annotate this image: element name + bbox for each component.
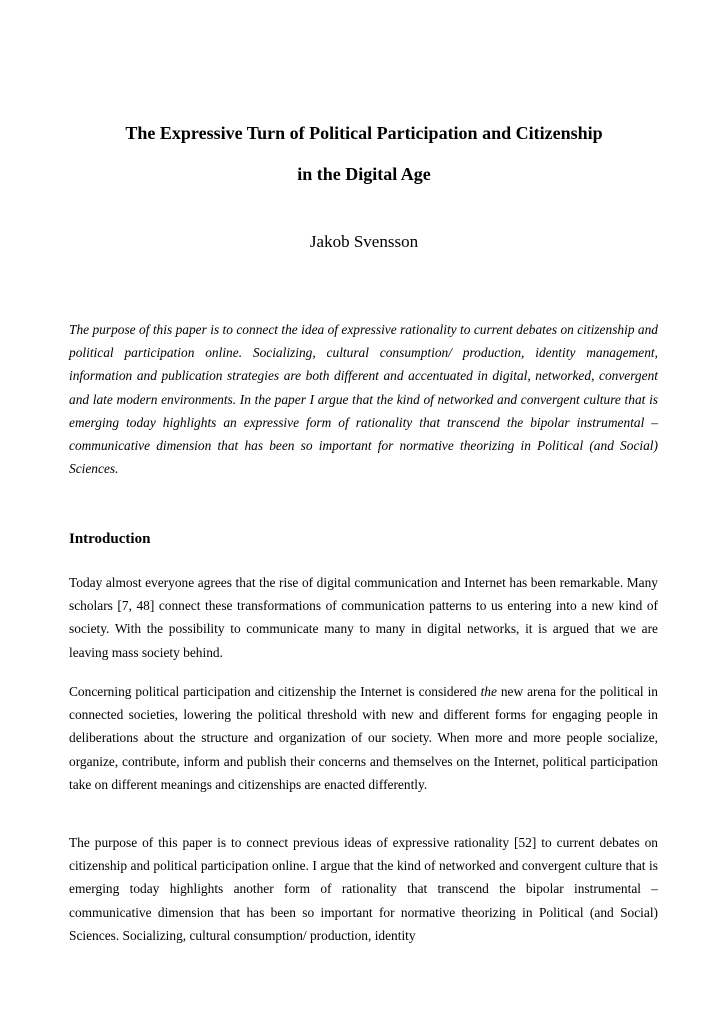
abstract: The purpose of this paper is to connect the idea of expressive rationality to current debates on citizenship and political participation online. Socializing, cultural consumption/ production, identity management, information and publication strategies are both different and accentuated in digital, networked, convergent and late modern environments. In the paper I argue that the kind of networked and convergent culture that is emerging today highlights an expressive form of rationality that transcend the bipolar instrumental – communicative dimension that has been so important for normative theorizing in Political (and Social) Sciences. — [69, 322, 658, 477]
paper-title-line-1: The Expressive Turn of Political Participation and Citizenship — [125, 123, 603, 143]
paragraph-2-text-after: new arena for the political in connected societies, lowering the political threshold with new and different forms for engaging people in deliberations about the structure and organization of our society. When more and more people socialize, organize, contribute, inform and publish their concerns and themselves on the Internet, political participation take on different meanings and citizenships are enacted differently. — [69, 684, 658, 792]
paper-title-line-2: in the Digital Age — [297, 164, 431, 184]
paragraph-3: The purpose of this paper is to connect previous ideas of expressive rationality [52] to current debates on citizenship and political participation online. I argue that the kind of networked and convergent culture that is emerging today highlights another form of rationality that transcend the bipolar instrumental – communicative dimension that has been so important for normative theorizing in Political (and Social) Sciences. Socializing, cultural consumption/ production, identity — [69, 835, 658, 943]
paragraph-2 — [69, 680, 658, 796]
section-heading-introduction: Introduction — [69, 531, 151, 547]
paragraph-2-emphasis: the — [480, 684, 497, 699]
paragraph-1: Today almost everyone agrees that the rise of digital communication and Internet has been remarkable. Many scholars [7, 48] connect these transformations of communication patterns to us entering into a new kind of society. With the possibility to communicate many to many in digital networks, it is argued that we are leaving mass society behind. — [69, 575, 658, 660]
paragraph-2-text-before: Concerning political participation and citizenship the Internet is considered — [69, 684, 481, 699]
author-name: Jakob Svensson — [309, 232, 419, 251]
